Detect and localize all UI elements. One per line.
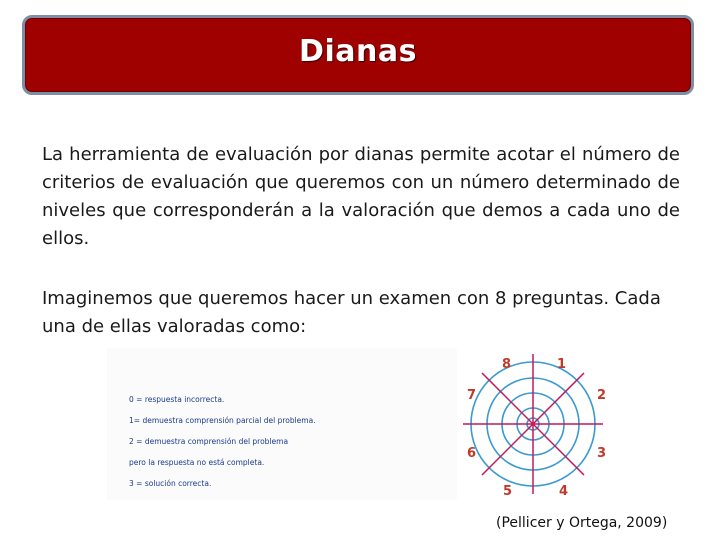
target-label: 5 bbox=[503, 484, 513, 499]
example-paragraph: Imaginemos que queremos hacer un examen con 8 preguntas. Cada una de ellas valoradas como: bbox=[42, 288, 661, 337]
grading-legend bbox=[129, 394, 449, 499]
target-label: 3 bbox=[597, 446, 607, 461]
target-label: 7 bbox=[467, 388, 477, 403]
target-diagram bbox=[457, 348, 630, 500]
legend-panel bbox=[107, 348, 457, 500]
legend-item-3: pero la respuesta no está completa. bbox=[129, 458, 265, 467]
legend-item-0: 0 = respuesta incorrecta. bbox=[129, 395, 225, 404]
target-label: 6 bbox=[467, 446, 477, 461]
title-banner bbox=[22, 15, 694, 95]
legend-item-4: 3 = solución correcta. bbox=[129, 479, 212, 488]
target-label: 2 bbox=[597, 388, 607, 403]
legend-item-2: 2 = demuestra comprensión del problema bbox=[129, 437, 289, 446]
intro-paragraph: La herramienta de evaluación por dianas permite acotar el número de criterios de evaluación que queremos con un número determinado de niveles que corresponderán a la valoración que demos a cada uno de ellos. bbox=[42, 144, 680, 249]
target-label: 4 bbox=[559, 484, 569, 499]
legend-item-1: 1= demuestra comprensión parcial del problema. bbox=[129, 416, 316, 425]
dianas-figure bbox=[107, 348, 630, 500]
slide-title: Dianas bbox=[299, 34, 417, 69]
citation: (Pellicer y Ortega, 2009) bbox=[496, 515, 668, 531]
target-label: 1 bbox=[557, 357, 567, 372]
target-label: 8 bbox=[502, 357, 512, 372]
